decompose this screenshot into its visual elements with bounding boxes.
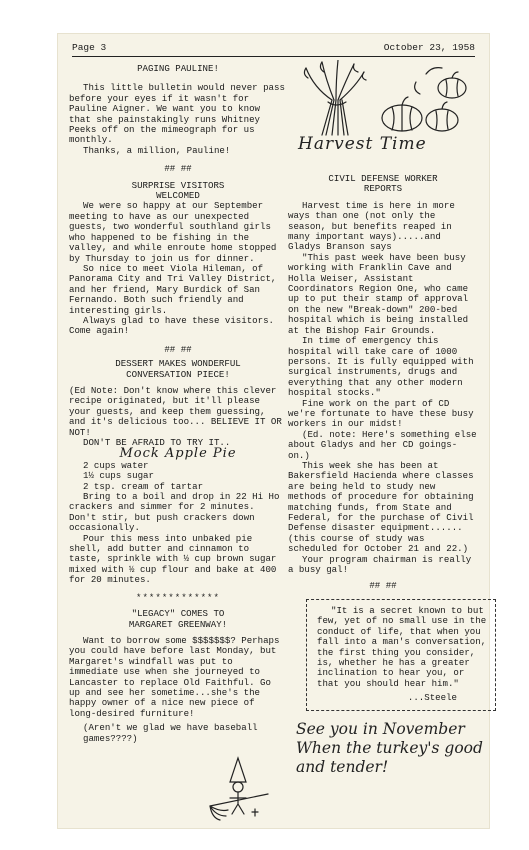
- heading-legacy: "LEGACY" COMES TO: [131, 608, 225, 620]
- paragraph: Pour this mess into unbaked pie shell, add butter and cinnamon to taste, sprinkle with ½ cup brown sugar mixed with ½ cup flour and bake at 400 for 20 minutes.: [69, 532, 282, 586]
- separator: ## ##: [164, 163, 192, 175]
- paragraph: This week she has been at Bakersfield Hacienda where classes are being held to study new methods of procedure for obtaining matching funds, from State and Federal, for the purchase of Civil Defense disaster equipment......(this course of study was scheduled for October 21 and 22.): [288, 459, 480, 555]
- paragraph: Bring to a boil and drop in 22 Hi Ho crackers and simmer for 2 minutes. Don't stir, but push crackers down occasionally.: [69, 491, 285, 534]
- quote-box: [306, 599, 496, 711]
- heading-surprise-visitors-sub: WELCOMED: [156, 190, 200, 202]
- paragraph: Always glad to have these visitors. Come again!: [69, 314, 280, 337]
- paragraph: In time of emergency this hospital will take care of 1000 persons. It is fully equipped with surgical instruments, drugs and everything that any other modern hospital stocks.": [288, 335, 480, 399]
- witch-doodle: [208, 754, 278, 824]
- separator: ## ##: [369, 580, 397, 592]
- separator: ## ##: [164, 343, 192, 355]
- heading-surprise-visitors: SURPRISE VISITORS: [131, 179, 225, 191]
- paragraph: We were so happy at our September meeting to have as our unexpected guests, two wonderful southland girls who happened to be fishing in the valley, and while enroute home stopped by Thursday to join us for dinner.: [69, 200, 282, 264]
- ingredient: 1½ cups sugar: [83, 470, 154, 482]
- left-column: [69, 63, 291, 744]
- paragraph: Your program chairman is really a busy gal!: [288, 553, 477, 576]
- harvest-time-title: Harvest Time: [298, 134, 427, 154]
- paragraph: Harvest time is here in more ways than one (not only the season, but benefits reaped in many important ways).....and Gladys Branson says: [288, 199, 461, 253]
- heading-civil-defense-sub: REPORTS: [363, 183, 403, 195]
- heading-civil-defense: CIVIL DEFENSE WORKER: [328, 173, 438, 184]
- paragraph: So nice to meet Viola Hileman, of Panorama City and Tri Valley District, and her friend, Mary Burdick of San Fernando. Both such friendly and interesting girls.: [69, 262, 282, 316]
- quote-text: "It is a secret known to but few, yet of no small use in the conduct of life, that when you fall into a man's conversation, the first thing you consider, is, whether he has a greater inclination to hear you, or that you should hear him.": [317, 605, 492, 689]
- paragraph: Want to borrow some $$$$$$$? Perhaps you could have before last Monday, but Margaret's windfall was put to immediate use when she journeyed to Lancaster to replace Old Faithful. Go up and see her sometime...she's the happy owner of a nice new piece of long-desired furniture!: [69, 634, 285, 719]
- recipe-title: Mock Apple Pie: [119, 446, 237, 462]
- paragraph: This little bulletin would never pass before your eyes if it wasn't for Pauline Aigner. We want you to know that she painstakingly runs Whitney Peeks off on the mimeograph for us monthly.: [69, 82, 291, 146]
- right-column: [288, 173, 483, 592]
- heading-paging-pauline: PAGING PAULINE!: [137, 63, 219, 74]
- quote-author: ...Steele: [407, 692, 457, 704]
- paragraph: DON'T BE AFRAID TO TRY IT..: [83, 437, 231, 448]
- heading-dessert-sub: CONVERSATION PIECE!: [126, 368, 230, 380]
- issue-date: October 23, 1958: [383, 42, 475, 53]
- signoff-handwritten: See you in November When the turkey's good and tender!: [296, 720, 483, 776]
- bulletin-page: [58, 34, 492, 828]
- page-header: [72, 42, 475, 57]
- paragraph: (Aren't we glad we have baseball games????): [83, 722, 264, 744]
- heading-dessert: DESSERT MAKES WONDERFUL: [115, 358, 241, 370]
- ingredient: 2 tsp. cream of tartar: [83, 480, 204, 492]
- page-number: Page 3: [72, 42, 107, 53]
- paragraph-ed-note: (Ed Note: Don't know where this clever recipe originated, but it'll please your guests, and keep them guessing, and it's delicious too... BELIEVE IT OR NOT!: [69, 384, 288, 438]
- paragraph: (Ed. note: Here's something else about Gladys and her CD goings-on.): [288, 428, 483, 461]
- paragraph: "This past week have been busy working with Franklin Cave and Holla Weiser, Assistant Coordinators Region One, who came up to put their stamp of approval on the new "Break-down" 200-bed hospital which is being installed at the Bishop Fair Grounds.: [288, 251, 474, 336]
- paragraph: Thanks, a million, Pauline!: [83, 144, 231, 156]
- ingredient: 2 cups water: [83, 459, 149, 471]
- harvest-illustration: [292, 60, 482, 140]
- heading-legacy-sub: MARGARET GREENWAY!: [128, 618, 228, 630]
- paragraph: Fine work on the part of CD we're fortunate to have these busy workers in our midst!: [288, 397, 480, 430]
- star-divider: *************: [136, 591, 220, 603]
